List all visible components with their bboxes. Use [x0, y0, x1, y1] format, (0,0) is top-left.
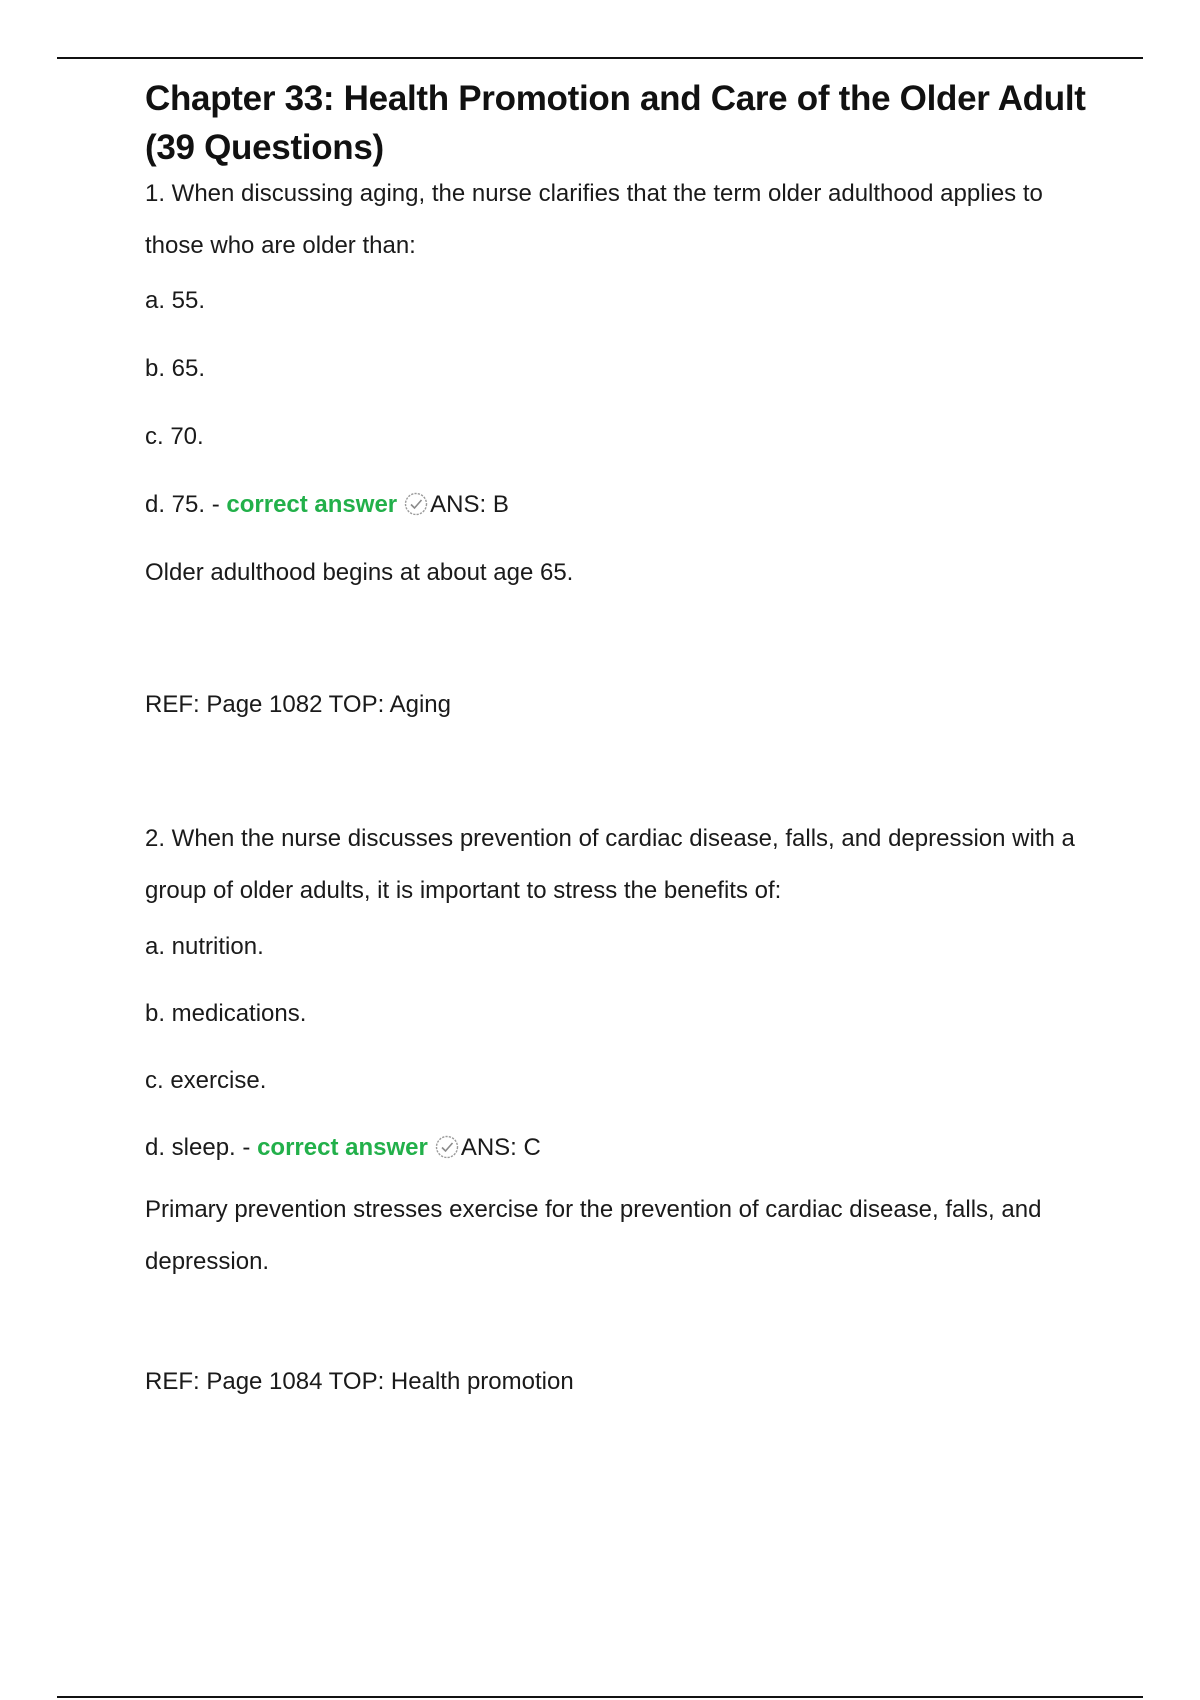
check-circle-icon	[403, 491, 429, 517]
question-1-stem: 1. When discussing aging, the nurse clarifies that the term older adulthood applies to those who are older than:	[145, 180, 1043, 259]
bottom-rule	[57, 1696, 1143, 1698]
question-2-answer: ANS: C	[460, 1134, 541, 1161]
question-1-option-a: a. 55.	[145, 287, 206, 314]
question-2-option-b: b. medications.	[145, 1000, 307, 1027]
question-2-reference: REF: Page 1084 TOP: Health promotion	[145, 1368, 574, 1395]
document-body	[145, 74, 1105, 1398]
question-1-rationale: Older adulthood begins at about age 65.	[145, 559, 574, 586]
page-title: Chapter 33: Health Promotion and Care of the Older Adult (39 Questions)	[145, 79, 1086, 167]
correct-answer-label: correct answer	[257, 1134, 428, 1161]
question-1-answer: ANS: B	[430, 491, 509, 518]
correct-answer-label: correct answer	[226, 491, 398, 518]
question-1-option-b: b. 65.	[145, 355, 206, 382]
question-1-option-d-line	[145, 489, 1105, 521]
question-1-option-c: c. 70.	[145, 423, 204, 450]
answer-separator: -	[235, 1134, 258, 1161]
question-2-option-d-line	[145, 1132, 1105, 1164]
answer-separator: -	[205, 491, 227, 518]
question-1	[145, 168, 1105, 721]
question-2-option-d: d. sleep.	[145, 1134, 236, 1161]
question-1-option-d: d. 75.	[145, 491, 206, 518]
question-2-rationale: Primary prevention stresses exercise for the prevention of cardiac disease, falls, and depression.	[145, 1196, 1042, 1275]
question-2-stem: 2. When the nurse discusses prevention of cardiac disease, falls, and depression with a group of older adults, it is important to stress the benefits of:	[145, 825, 1075, 904]
top-rule	[57, 57, 1143, 59]
question-1-reference: REF: Page 1082 TOP: Aging	[145, 691, 451, 718]
question-2	[145, 813, 1105, 1398]
question-2-option-c: c. exercise.	[145, 1067, 267, 1094]
check-circle-icon	[434, 1134, 460, 1160]
question-2-option-a: a. nutrition.	[145, 933, 264, 960]
